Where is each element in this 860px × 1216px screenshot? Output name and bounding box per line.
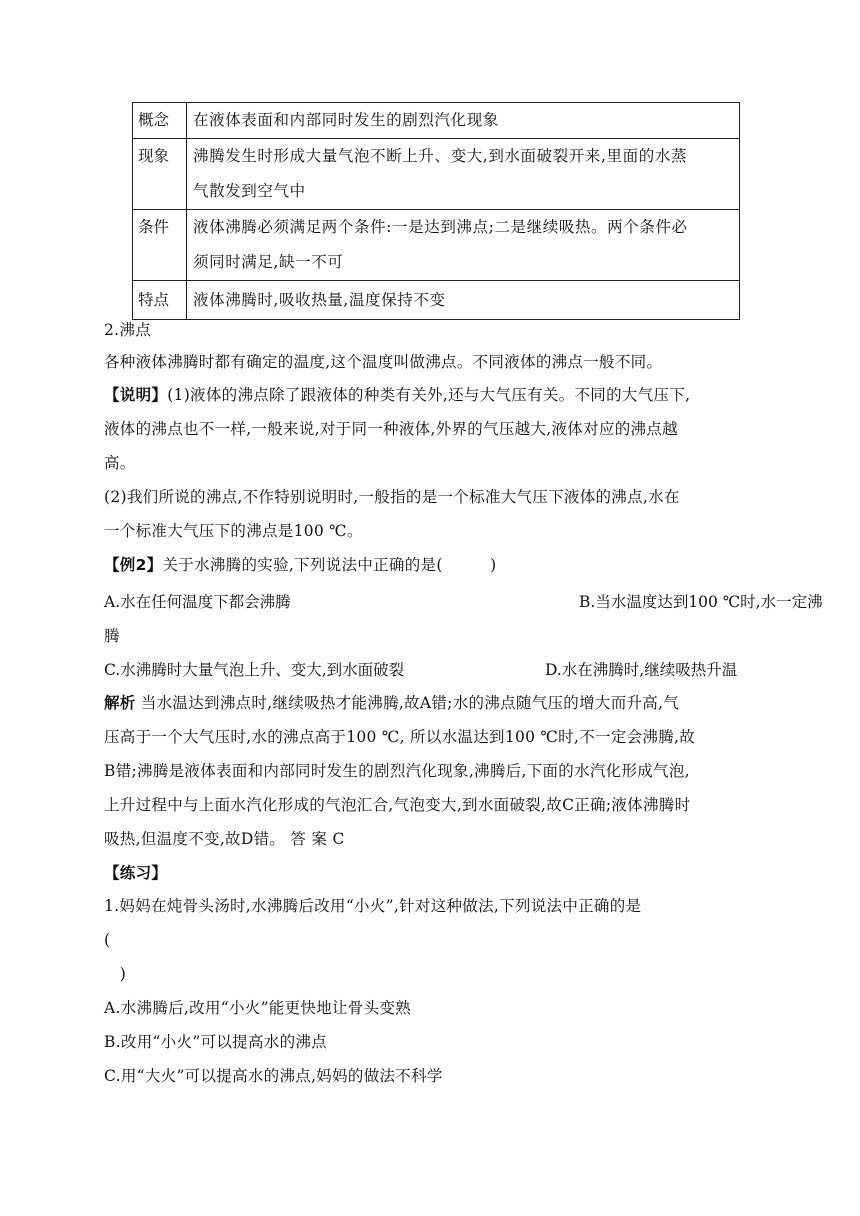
practice-option: B.改用“小火”可以提高水的沸点 <box>104 1033 327 1051</box>
example-question: 【例2】关于水沸腾的实验,下列说法中正确的是( ) <box>104 556 497 574</box>
table-value: 在液体表面和内部同时发生的剧烈汽化现象 <box>187 103 740 139</box>
note-line: 一个标准大气压下的沸点是100 ℃。 <box>104 522 363 540</box>
option-a: A.水在任何温度下都会沸腾 <box>104 593 291 611</box>
analysis-line: 解析 当水温达到沸点时,继续吸热才能沸腾,故A错;水的沸点随气压的增大而升高,气 <box>104 694 680 712</box>
note-label: 【说明】 <box>104 386 168 404</box>
note-line: 【说明】(1)液体的沸点除了跟液体的种类有关外,还与大气压有关。不同的大气压下, <box>104 386 691 404</box>
practice-option: C.用“大火”可以提高水的沸点,妈妈的做法不科学 <box>104 1067 443 1085</box>
option-c: C.水沸腾时大量气泡上升、变大,到水面破裂 <box>104 661 405 679</box>
example-label: 【例2】 <box>104 556 163 574</box>
practice-question-line: ) <box>104 965 127 983</box>
table-key: 概念 <box>133 103 187 139</box>
practice-question-line: ( <box>104 931 111 949</box>
table-row <box>133 210 740 281</box>
option-row <box>104 592 823 612</box>
option-d: D.水在沸腾时,继续吸热升温 <box>545 661 738 679</box>
section-heading: 2.沸点 <box>104 321 151 339</box>
table-row <box>133 139 740 210</box>
note-line: 高。 <box>104 454 136 472</box>
note-line: 液体的沸点也不一样,一般来说,对于同一种液体,外界的气压越大,液体对应的沸点越 <box>104 420 678 438</box>
table-key: 现象 <box>133 139 187 210</box>
table-row <box>133 281 740 320</box>
practice-option: A.水沸腾后,改用“小火”能更快地让骨头变熟 <box>104 999 411 1017</box>
practice-heading: 【练习】 <box>104 864 168 882</box>
note-line: (2)我们所说的沸点,不作特别说明时,一般指的是一个标准大气压下液体的沸点,水在 <box>104 488 680 506</box>
analysis-line: 上升过程中与上面水汽化形成的气泡汇合,气泡变大,到水面破裂,故C正确;液体沸腾时 <box>104 796 691 814</box>
option-row <box>104 626 764 646</box>
boiling-definition-table <box>132 102 740 320</box>
analysis-line: B错;沸腾是液体表面和内部同时发生的剧烈汽化现象,沸腾后,下面的水汽化形成气泡, <box>104 762 690 780</box>
paragraph-line: 各种液体沸腾时都有确定的温度,这个温度叫做沸点。不同液体的沸点一般不同。 <box>104 353 663 371</box>
table-row <box>133 103 740 139</box>
table-value: 液体沸腾时,吸收热量,温度保持不变 <box>187 281 740 320</box>
option-b: B.当水温度达到100 ℃时,水一定沸 <box>579 593 823 611</box>
option-row <box>104 660 764 680</box>
analysis-label: 解析 <box>104 694 136 712</box>
analysis-line: 吸热,但温度不变,故D错。 答 案 C <box>104 830 345 848</box>
practice-question-line: 1.妈妈在炖骨头汤时,水沸腾后改用“小火”,针对这种做法,下列说法中正确的是 <box>104 897 642 915</box>
option-b-continued: 腾 <box>104 627 120 645</box>
table-value: 液体沸腾必须满足两个条件:一是达到沸点;二是继续吸热。两个条件必 须同时满足,缺一不可 <box>187 210 740 281</box>
table-key: 特点 <box>133 281 187 320</box>
table-key: 条件 <box>133 210 187 281</box>
table-value: 沸腾发生时形成大量气泡不断上升、变大,到水面破裂开来,里面的水蒸 气散发到空气中 <box>187 139 740 210</box>
analysis-line: 压高于一个大气压时,水的沸点高于100 ℃, 所以水温达到100 ℃时,不一定会沸腾,故 <box>104 728 696 746</box>
